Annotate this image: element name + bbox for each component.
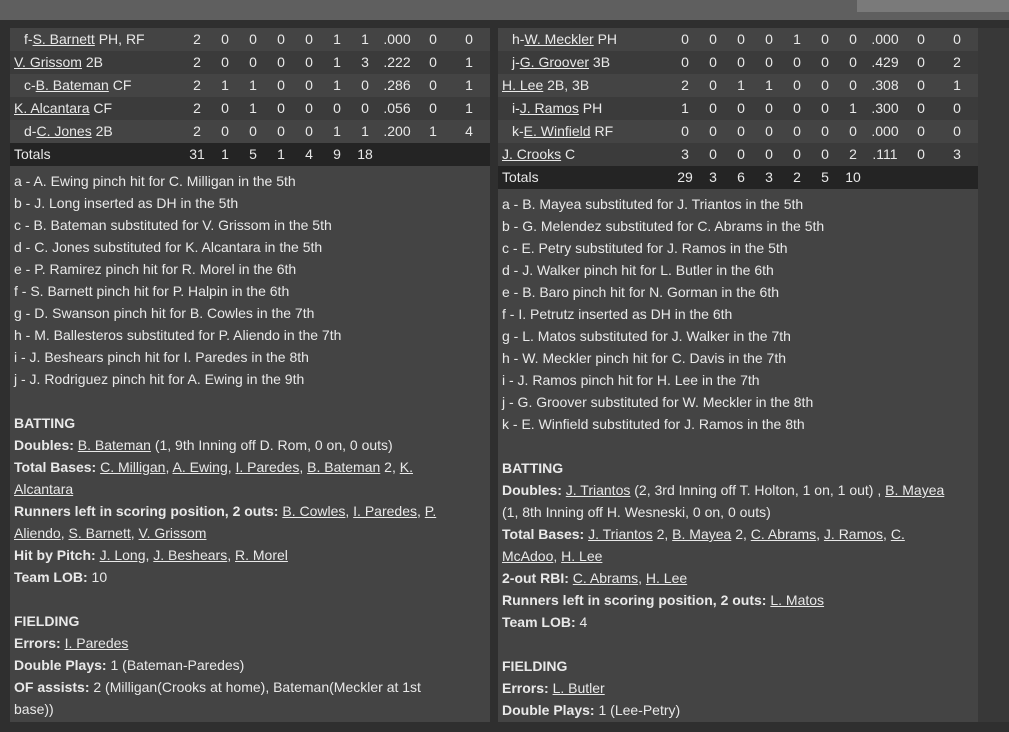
totals-stat-cell: 2 (793, 169, 801, 185)
stat-cell: 0 (709, 123, 717, 139)
player-link[interactable]: I. Paredes (353, 503, 417, 519)
note-line: k - E. Winfield substituted for J. Ramos in the 8th (502, 416, 805, 432)
stat-cell: 0 (765, 146, 773, 162)
stat-cell: 0 (849, 123, 857, 139)
doubles-line (14, 434, 486, 456)
player-link[interactable]: A. Ewing (172, 459, 228, 475)
double-plays-value: 1 (Lee-Petry) (594, 702, 681, 718)
stat-cell: 2 (193, 77, 201, 93)
player-name-cell (14, 97, 112, 120)
player-link[interactable]: J. Beshears (153, 547, 228, 563)
double-plays-value: 1 (Bateman-Paredes) (106, 657, 245, 673)
player-row (498, 97, 978, 120)
note-line: a - B. Mayea substituted for J. Triantos in the 5th (502, 196, 804, 212)
tb-count: 2, (652, 526, 669, 542)
doubles-detail: (1, 8th Inning off H. Wesneski, 0 on, 0 outs) (502, 504, 771, 520)
double-plays-line (502, 699, 974, 721)
stat-cell: 0 (793, 146, 801, 162)
player-name-cell (24, 28, 145, 51)
note-line: j - G. Groover substituted for W. Meckler in the 8th (502, 394, 814, 410)
stat-cell: 1 (465, 77, 473, 93)
sub-prefix: k- (512, 123, 524, 139)
hbp-line: Hit by Pitch: J. Long, J. Beshears, R. Morel (14, 547, 288, 563)
away-batting-section (10, 412, 490, 588)
rlisp-label: Runners left in scoring position, 2 outs: (14, 503, 279, 519)
stat-cell: 0 (821, 123, 829, 139)
player-link[interactable]: K. Alcantara (14, 100, 90, 116)
stat-cell: .308 (871, 77, 899, 93)
player-link[interactable]: B. Bateman (35, 77, 109, 93)
total-bases-label: Total Bases: (502, 526, 585, 542)
stat-cell: 0 (793, 100, 801, 116)
player-link[interactable]: L. Butler (552, 680, 605, 696)
note-line: g - D. Swanson pinch hit for B. Cowles in the 7th (14, 305, 315, 321)
player-position: CF (89, 100, 113, 116)
totals-label: Totals (14, 146, 51, 162)
stat-cell: .300 (871, 100, 899, 116)
stat-cell: 0 (249, 54, 257, 70)
rlisp-label: Runners left in scoring position, 2 outs: (502, 592, 767, 608)
totals-stat-cell: 31 (189, 146, 205, 162)
stat-cell: 1 (465, 100, 473, 116)
note-line: f - I. Petrutz inserted as DH in the 6th (502, 306, 733, 322)
tb-count: 2, (380, 459, 396, 475)
stat-cell: 0 (793, 77, 801, 93)
player-link[interactable]: B. Bateman (77, 437, 151, 453)
stat-cell: 0 (953, 100, 961, 116)
stat-cell: 0 (953, 31, 961, 47)
home-batting-table (498, 28, 978, 189)
player-row (498, 120, 978, 143)
of-assists-value-cont: base)) (14, 701, 54, 717)
total-bases-line: Total Bases: J. Triantos 2, B. Mayea 2, C. Abrams, J. Ramos, C. McAdoo, H. Lee (502, 526, 905, 564)
player-position: C (561, 146, 576, 162)
stat-cell: 0 (709, 31, 717, 47)
stat-cell: .000 (871, 123, 899, 139)
stat-cell: .286 (383, 77, 411, 93)
stat-cell: 0 (709, 77, 717, 93)
player-name-cell (512, 97, 602, 120)
player-row (498, 74, 978, 97)
stat-cell: 3 (361, 54, 369, 70)
player-link[interactable]: E. Winfield (523, 123, 591, 139)
stat-cell: 0 (277, 31, 285, 47)
stat-cell: .222 (383, 54, 411, 70)
stat-cell: 1 (333, 123, 341, 139)
away-batting-table (10, 28, 490, 166)
note-line: e - B. Baro pinch hit for N. Gorman in the 6th (502, 284, 780, 300)
stat-cell: 0 (793, 54, 801, 70)
errors-line (14, 632, 486, 654)
totals-stat-cell: 5 (249, 146, 257, 162)
stat-cell: 2 (193, 31, 201, 47)
of-assists-line (14, 676, 486, 720)
home-team-panel (498, 28, 978, 722)
player-link[interactable]: C. Jones (36, 123, 92, 139)
stat-cell: 0 (221, 100, 229, 116)
player-name-cell (502, 74, 589, 97)
player-position: 2B (91, 123, 113, 139)
player-link[interactable]: McAdoo (502, 548, 554, 564)
stat-cell: 0 (429, 77, 437, 93)
stat-cell: 0 (429, 31, 437, 47)
stat-cell: 1 (737, 77, 745, 93)
player-link[interactable]: I. Paredes (235, 459, 300, 475)
stat-cell: 1 (465, 54, 473, 70)
totals-stat-cell: 29 (677, 169, 693, 185)
player-name-cell (502, 143, 575, 166)
player-name-cell (512, 51, 610, 74)
player-link[interactable]: R. Morel (235, 547, 288, 563)
away-fielding-section (10, 610, 490, 720)
totals-stat-cell: 9 (333, 146, 341, 162)
rlisp-line (502, 589, 974, 611)
stat-cell: 0 (221, 54, 229, 70)
player-link[interactable]: J. Ramos (823, 526, 884, 542)
stat-cell: 0 (917, 54, 925, 70)
hbp-label: Hit by Pitch: (14, 547, 96, 563)
player-position: PH (593, 31, 618, 47)
player-link[interactable]: H. Lee (561, 548, 603, 564)
stat-cell: .429 (871, 54, 899, 70)
of-assists-value: 2 (Milligan(Crooks at home), Bateman(Meckler at 1st (89, 679, 421, 695)
note-line: e - P. Ramirez pinch hit for R. Morel in the 6th (14, 261, 297, 277)
totals-stat-cell: 1 (277, 146, 285, 162)
note-line: a - A. Ewing pinch hit for C. Milligan in the 5th (14, 173, 296, 189)
player-row (10, 120, 490, 143)
player-link[interactable]: B. Mayea (672, 526, 732, 542)
stat-cell: 0 (305, 123, 313, 139)
rbi-line: 2-out RBI: C. Abrams, H. Lee (502, 570, 688, 586)
stat-cell: 0 (917, 123, 925, 139)
stat-cell: 0 (917, 31, 925, 47)
sub-prefix: f- (24, 31, 33, 47)
note-line: i - J. Ramos pinch hit for H. Lee in the 7th (502, 372, 760, 388)
stat-cell: 1 (849, 100, 857, 116)
top-bar (0, 0, 1009, 20)
lob-line (14, 566, 486, 588)
player-row (10, 74, 490, 97)
note-line: f - S. Barnett pinch hit for P. Halpin in the 6th (14, 283, 290, 299)
totals-stat-cell: 6 (737, 169, 745, 185)
double-plays-line (14, 654, 486, 676)
player-link[interactable]: J. Triantos (588, 526, 653, 542)
double-plays-label: Double Plays: (502, 702, 595, 718)
errors-label: Errors: (14, 635, 61, 651)
stat-cell: 0 (737, 31, 745, 47)
note-line: h - M. Ballesteros substituted for P. Aliendo in the 7th (14, 327, 342, 343)
stat-cell: 0 (917, 100, 925, 116)
stat-cell: 2 (953, 54, 961, 70)
player-name-cell (14, 51, 103, 74)
stat-cell: 2 (681, 77, 689, 93)
stat-cell: 1 (681, 100, 689, 116)
note-line: b - J. Long inserted as DH in the 5th (14, 195, 239, 211)
stat-cell: 0 (821, 100, 829, 116)
doubles-line (502, 479, 974, 523)
player-link[interactable]: P. (424, 503, 437, 519)
side-scroll-area (978, 28, 1009, 722)
stat-cell: 0 (821, 77, 829, 93)
stat-cell: 0 (793, 123, 801, 139)
player-link[interactable]: I. Paredes (64, 635, 129, 651)
lob-label: Team LOB: (502, 614, 576, 630)
stat-cell: .111 (872, 146, 898, 162)
stat-cell: 0 (737, 100, 745, 116)
player-position: PH (578, 100, 603, 116)
doubles-label: Doubles: (14, 437, 74, 453)
player-link[interactable]: J. Ramos (519, 100, 579, 116)
player-row (498, 143, 978, 166)
stat-cell: 0 (765, 123, 773, 139)
stat-cell: 1 (765, 77, 773, 93)
stat-cell: 0 (277, 123, 285, 139)
player-link[interactable]: J. Long (99, 547, 146, 563)
stat-cell: 1 (429, 123, 437, 139)
totals-row (498, 166, 978, 189)
stat-cell: 0 (849, 54, 857, 70)
stat-cell: 0 (737, 123, 745, 139)
stat-cell: 1 (333, 54, 341, 70)
note-line: h - W. Meckler pinch hit for C. Davis in the 7th (502, 350, 786, 366)
player-position: 2B, 3B (543, 77, 590, 93)
player-link[interactable]: S. Barnett (68, 525, 131, 541)
stat-cell: 0 (249, 31, 257, 47)
double-plays-label: Double Plays: (14, 657, 107, 673)
player-link[interactable]: B. Bateman (307, 459, 381, 475)
stat-cell: 1 (249, 77, 257, 93)
player-link[interactable]: V. Grissom (138, 525, 207, 541)
lob-label: Team LOB: (14, 569, 88, 585)
stat-cell: 1 (361, 123, 369, 139)
stat-cell: 0 (277, 54, 285, 70)
player-link[interactable]: C. Abrams (750, 526, 817, 542)
player-position: RF (590, 123, 614, 139)
doubles-label: Doubles: (502, 482, 562, 498)
stat-cell: .000 (871, 31, 899, 47)
stat-cell: 0 (821, 54, 829, 70)
home-batting-section (498, 457, 978, 633)
note-line: g - L. Matos substituted for J. Walker in the 7th (502, 328, 791, 344)
stat-cell: 1 (361, 31, 369, 47)
player-link[interactable]: H. Lee (502, 77, 544, 93)
stat-cell: 0 (953, 123, 961, 139)
totals-stat-cell: 3 (709, 169, 717, 185)
doubles-detail: (1, 9th Inning off D. Rom, 0 on, 0 outs) (150, 437, 393, 453)
player-link[interactable]: B. Mayea (885, 482, 945, 498)
totals-stat-cell: 4 (305, 146, 313, 162)
stat-cell: 0 (249, 123, 257, 139)
stat-cell: 0 (221, 31, 229, 47)
note-line: i - J. Beshears pinch hit for I. Paredes in the 8th (14, 349, 309, 365)
player-link[interactable]: S. Barnett (32, 31, 95, 47)
note-line: c - B. Bateman substituted for V. Grissom in the 5th (14, 217, 332, 233)
sub-prefix: c- (24, 77, 36, 93)
player-name-cell (512, 28, 617, 51)
sub-prefix: j- (512, 54, 520, 70)
totals-row (10, 143, 490, 166)
stat-cell: 1 (249, 100, 257, 116)
player-position: CF (108, 77, 132, 93)
stat-cell: 3 (953, 146, 961, 162)
stat-cell: 0 (737, 146, 745, 162)
stat-cell: 0 (821, 31, 829, 47)
player-link[interactable]: G. Groover (519, 54, 590, 70)
section-title: BATTING (502, 460, 564, 476)
stat-cell: 0 (765, 31, 773, 47)
of-assists-label: OF assists: (14, 679, 90, 695)
stat-cell: 0 (305, 77, 313, 93)
player-name-cell (512, 120, 613, 143)
lob-value: 4 (575, 614, 588, 630)
player-link[interactable]: Aliendo (14, 525, 61, 541)
stat-cell: .056 (383, 100, 411, 116)
totals-stat-cell: 3 (765, 169, 773, 185)
player-name-cell (24, 120, 113, 143)
stat-cell: 0 (709, 146, 717, 162)
stat-cell: 0 (917, 146, 925, 162)
stat-cell: 1 (333, 77, 341, 93)
stat-cell: 0 (709, 54, 717, 70)
stat-cell: 0 (333, 100, 341, 116)
lob-line (502, 611, 974, 633)
totals-label: Totals (502, 169, 539, 185)
player-link[interactable]: H. Lee (645, 570, 688, 586)
stat-cell: 0 (305, 31, 313, 47)
player-link[interactable]: L. Matos (770, 592, 825, 608)
note-line: d - C. Jones substituted for K. Alcantara in the 5th (14, 239, 323, 255)
sub-prefix: d- (24, 123, 37, 139)
stat-cell: 1 (333, 31, 341, 47)
stat-cell: 0 (277, 77, 285, 93)
note-line: c - E. Petry substituted for J. Ramos in the 5th (502, 240, 788, 256)
stat-cell: 2 (193, 100, 201, 116)
totals-stat-cell: 10 (845, 169, 861, 185)
doubles-detail: (2, 3rd Inning off T. Holton, 1 on, 1 out) , (630, 482, 882, 498)
stat-cell: 1 (793, 31, 801, 47)
stat-cell: 2 (193, 123, 201, 139)
player-position: 3B (589, 54, 611, 70)
note-line: j - J. Rodriguez pinch hit for A. Ewing in the 9th (14, 371, 305, 387)
stat-cell: .200 (383, 123, 411, 139)
stat-cell: 0 (681, 31, 689, 47)
stat-cell: 2 (193, 54, 201, 70)
stat-cell: 0 (849, 77, 857, 93)
total-bases-label: Total Bases: (14, 459, 97, 475)
away-substitution-notes (10, 166, 490, 390)
stat-cell: 0 (305, 54, 313, 70)
stat-cell: 0 (917, 77, 925, 93)
stat-cell: 4 (465, 123, 473, 139)
player-link[interactable]: C. Milligan (100, 459, 166, 475)
stat-cell: 0 (221, 123, 229, 139)
home-substitution-notes (498, 189, 978, 435)
section-title: FIELDING (14, 613, 80, 629)
home-fielding-section (498, 655, 978, 721)
note-line: d - J. Walker pinch hit for L. Butler in the 6th (502, 262, 774, 278)
rbi-label: 2-out RBI: (502, 570, 569, 586)
sub-prefix: i- (512, 100, 520, 116)
sub-prefix: h- (512, 31, 525, 47)
stat-cell: 0 (681, 54, 689, 70)
totals-stat-cell: 1 (221, 146, 229, 162)
player-position: PH, RF (94, 31, 145, 47)
errors-label: Errors: (502, 680, 549, 696)
stat-cell: 0 (737, 54, 745, 70)
player-row (10, 51, 490, 74)
stat-cell: 2 (849, 146, 857, 162)
stat-cell: 0 (429, 100, 437, 116)
player-row (498, 28, 978, 51)
stat-cell: 0 (709, 100, 717, 116)
total-bases-line: Total Bases: C. Milligan, A. Ewing, I. Paredes, B. Bateman 2, K. Alcantara (14, 459, 413, 497)
section-title: BATTING (14, 415, 76, 431)
player-row (10, 28, 490, 51)
player-link[interactable]: J. Triantos (565, 482, 631, 498)
stat-cell: 0 (765, 100, 773, 116)
player-link[interactable]: C. (890, 526, 905, 542)
stat-cell: 0 (361, 77, 369, 93)
section-title: FIELDING (502, 658, 568, 674)
window-tab[interactable] (857, 0, 1009, 12)
away-team-panel (10, 28, 490, 722)
player-link[interactable]: C. Abrams (572, 570, 639, 586)
errors-line (502, 677, 974, 699)
player-row (498, 51, 978, 74)
stat-cell: 0 (821, 146, 829, 162)
player-name-cell (24, 74, 131, 97)
player-link[interactable]: J. Crooks (502, 146, 562, 162)
player-link[interactable]: Alcantara (14, 481, 74, 497)
stat-cell: 1 (221, 77, 229, 93)
stat-cell: 0 (681, 123, 689, 139)
player-link[interactable]: V. Grissom (14, 54, 82, 70)
lob-value: 10 (87, 569, 108, 585)
player-position: 2B (81, 54, 103, 70)
totals-stat-cell: 18 (357, 146, 373, 162)
note-line: b - G. Melendez substituted for C. Abrams in the 5th (502, 218, 825, 234)
player-link[interactable]: B. Cowles (282, 503, 346, 519)
player-row (10, 97, 490, 120)
stat-cell: 0 (305, 100, 313, 116)
stat-cell: 0 (429, 54, 437, 70)
tb-count: 2, (731, 526, 747, 542)
stat-cell: 0 (361, 100, 369, 116)
stat-cell: .000 (383, 31, 411, 47)
stat-cell: 0 (849, 31, 857, 47)
totals-stat-cell: 5 (821, 169, 829, 185)
rlisp-line: Runners left in scoring position, 2 outs: B. Cowles, I. Paredes, P. Aliendo, S. Barnett, V. Grissom (14, 503, 437, 541)
stat-cell: 0 (765, 54, 773, 70)
player-link[interactable]: K. (399, 459, 413, 475)
player-link[interactable]: W. Meckler (524, 31, 594, 47)
stat-cell: 0 (277, 100, 285, 116)
stat-cell: 3 (681, 146, 689, 162)
stat-cell: 1 (953, 77, 961, 93)
stat-cell: 0 (465, 31, 473, 47)
